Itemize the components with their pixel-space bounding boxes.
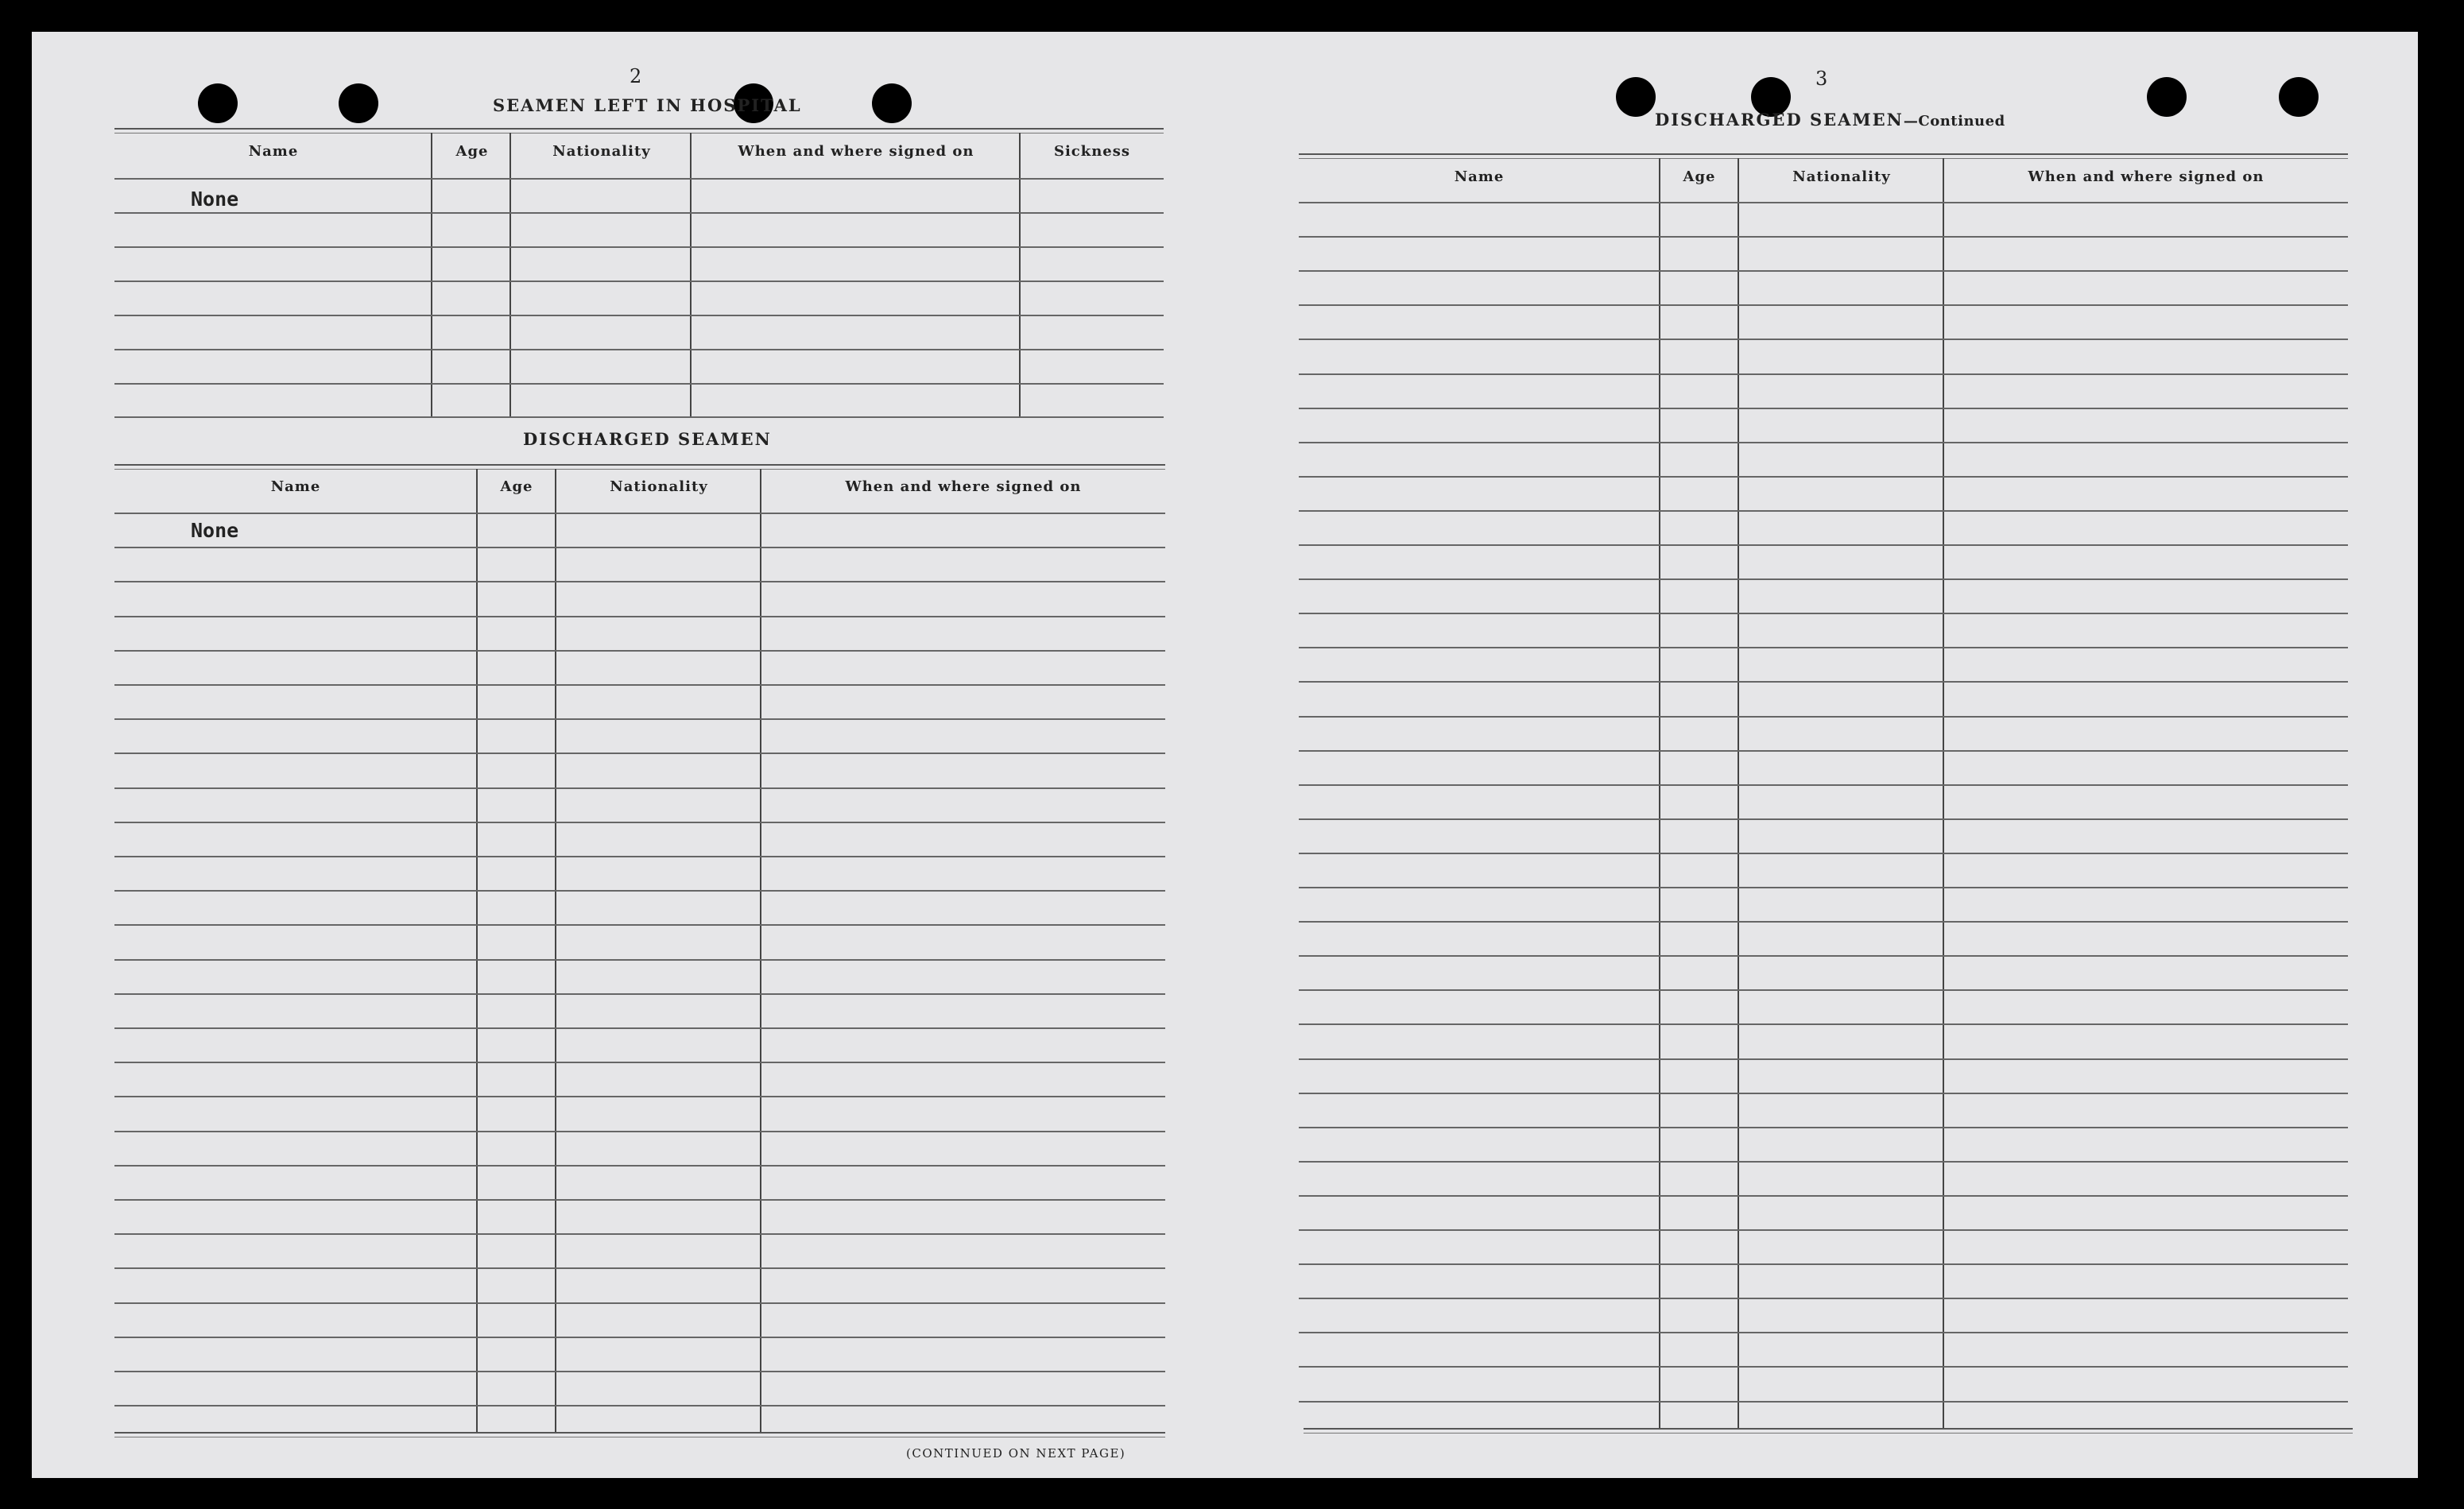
table-row-line xyxy=(1299,1093,2348,1094)
table-row-line xyxy=(114,1199,1165,1201)
table-row-line xyxy=(1299,339,2348,340)
table-row-line xyxy=(114,246,1164,248)
column-header-sickness: Sickness xyxy=(1053,143,1131,160)
table-row-line xyxy=(1299,716,2348,718)
punch-hole xyxy=(2279,77,2319,117)
table-row-line xyxy=(114,212,1164,214)
table-row-line xyxy=(1299,818,2348,820)
column-header-nationality: Nationality xyxy=(610,478,708,495)
column-divider xyxy=(431,133,432,416)
column-divider xyxy=(1943,158,1944,1428)
table-row-line xyxy=(1299,989,2348,991)
table-row-line xyxy=(1299,304,2348,306)
table-row-line xyxy=(114,315,1164,316)
table-row-line xyxy=(114,924,1165,926)
punch-hole xyxy=(872,83,912,123)
table-row-line xyxy=(1299,544,2348,546)
table-row-line xyxy=(1299,236,2348,238)
column-divider xyxy=(509,133,511,416)
table-row-line xyxy=(114,684,1165,686)
table-row-line xyxy=(1299,1401,2348,1403)
table-row-line xyxy=(114,1233,1165,1235)
table-row-line xyxy=(114,1027,1165,1029)
table-row-line xyxy=(1299,408,2348,409)
table-row-line xyxy=(1299,442,2348,443)
punch-hole xyxy=(198,83,238,123)
table-row-line xyxy=(1299,1195,2348,1197)
table-row-line xyxy=(114,650,1165,652)
table-row-line xyxy=(114,787,1165,789)
table-bottom-rule xyxy=(1304,1433,2353,1434)
table-row-line xyxy=(114,1131,1165,1132)
table-row-line xyxy=(114,1165,1165,1167)
punch-hole xyxy=(2147,77,2187,117)
table-top-rule xyxy=(114,469,1165,470)
column-header-signed-on: When and where signed on xyxy=(845,478,1082,495)
column-header-nationality: Nationality xyxy=(552,143,651,160)
punch-hole xyxy=(339,83,378,123)
table-row-line xyxy=(114,1096,1165,1097)
section-title-discharged-continued xyxy=(1655,110,2005,130)
table-row-line xyxy=(114,1062,1165,1063)
column-divider xyxy=(1019,133,1021,416)
table-row-line xyxy=(1299,921,2348,923)
column-header-age: Age xyxy=(1683,168,1716,185)
section-title-hospital: SEAMEN LEFT IN HOSPITAL xyxy=(493,95,802,115)
column-header-age: Age xyxy=(455,143,489,160)
table-row-line xyxy=(114,993,1165,995)
table-bottom-rule xyxy=(114,1432,1165,1434)
column-header-name: Name xyxy=(1454,168,1505,185)
section-title-suffix: —Continued xyxy=(1903,113,2005,130)
table-row-line xyxy=(114,890,1165,892)
table-row-line xyxy=(1299,784,2348,786)
column-divider xyxy=(555,469,556,1432)
table-row-line xyxy=(114,416,1164,418)
table-row-line xyxy=(114,178,1164,180)
column-divider xyxy=(690,133,692,416)
table-row-line xyxy=(1299,853,2348,854)
discharged-entry-name: None xyxy=(191,519,239,542)
table-row-line xyxy=(114,1405,1165,1406)
table-row-line xyxy=(1299,476,2348,478)
table-row-line xyxy=(1299,613,2348,614)
table-row-line xyxy=(1299,270,2348,272)
table-row-line xyxy=(1299,373,2348,375)
table-row-line xyxy=(1299,1127,2348,1128)
table-row-line xyxy=(1299,1298,2348,1299)
column-header-age: Age xyxy=(500,478,533,495)
table-row-line xyxy=(114,513,1165,514)
table-row-line xyxy=(1299,1263,2348,1265)
table-row-line xyxy=(1299,1229,2348,1231)
column-header-name: Name xyxy=(270,478,321,495)
table-row-line xyxy=(114,822,1165,823)
table-row-line xyxy=(114,753,1165,754)
continued-note: (CONTINUED ON NEXT PAGE) xyxy=(906,1446,1126,1461)
column-divider xyxy=(1738,158,1739,1428)
page-number: 3 xyxy=(1815,68,1828,90)
column-divider xyxy=(1659,158,1660,1428)
table-row-line xyxy=(1299,955,2348,957)
table-row-line xyxy=(114,616,1165,617)
table-row-line xyxy=(114,1267,1165,1269)
table-top-rule xyxy=(1299,158,2348,159)
table-row-line xyxy=(114,383,1164,385)
table-top-rule xyxy=(114,464,1165,466)
table-row-line xyxy=(1299,1023,2348,1025)
table-row-line xyxy=(1299,750,2348,752)
table-row-line xyxy=(114,1302,1165,1304)
table-bottom-rule xyxy=(1304,1428,2353,1430)
table-row-line xyxy=(114,581,1165,582)
table-row-line xyxy=(1299,578,2348,580)
table-row-line xyxy=(1299,1332,2348,1333)
page-number: 2 xyxy=(630,65,642,87)
table-row-line xyxy=(1299,1058,2348,1060)
table-row-line xyxy=(1299,1366,2348,1368)
section-title-text: DISCHARGED SEAMEN xyxy=(1655,110,1904,130)
column-divider xyxy=(476,469,478,1432)
table-row-line xyxy=(114,1371,1165,1372)
table-row-line xyxy=(1299,1161,2348,1163)
table-row-line xyxy=(114,959,1165,961)
punch-hole xyxy=(1616,77,1656,117)
table-row-line xyxy=(114,1337,1165,1338)
section-title-discharged: DISCHARGED SEAMEN xyxy=(523,429,772,449)
table-row-line xyxy=(114,349,1164,350)
column-header-signed-on: When and where signed on xyxy=(2028,168,2264,185)
table-row-line xyxy=(114,856,1165,857)
column-header-name: Name xyxy=(248,143,299,160)
table-top-rule xyxy=(1299,153,2348,155)
column-divider xyxy=(760,469,761,1432)
table-top-rule xyxy=(114,128,1164,130)
table-row-line xyxy=(1299,510,2348,512)
table-row-line xyxy=(1299,681,2348,683)
hospital-entry-name: None xyxy=(191,188,239,211)
table-row-line xyxy=(114,281,1164,282)
table-row-line xyxy=(1299,202,2348,203)
table-row-line xyxy=(1299,647,2348,648)
table-row-line xyxy=(114,718,1165,720)
table-row-line xyxy=(1299,887,2348,888)
column-header-signed-on: When and where signed on xyxy=(738,143,974,160)
document-sheet xyxy=(32,32,2418,1478)
table-row-line xyxy=(114,547,1165,548)
column-header-nationality: Nationality xyxy=(1792,168,1891,185)
